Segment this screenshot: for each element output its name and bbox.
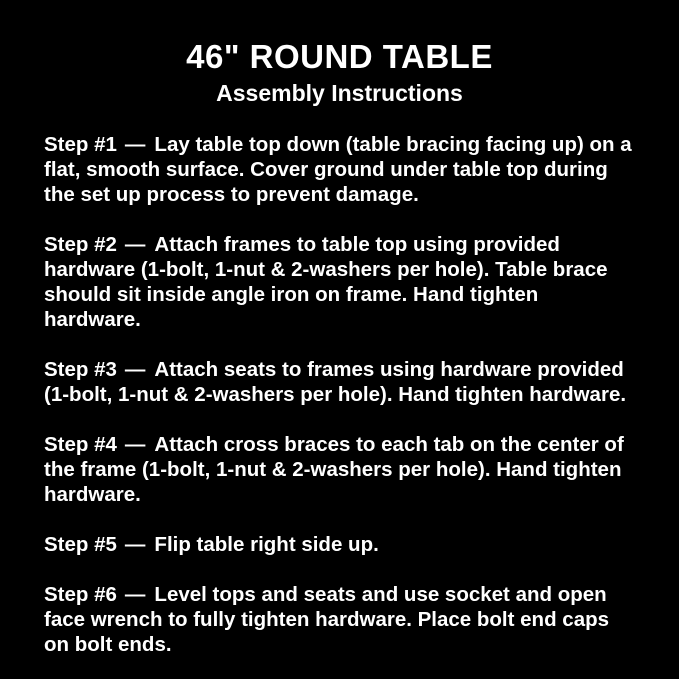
step-2: [44, 232, 635, 332]
step-4-dash: —: [124, 432, 146, 456]
step-6-text: Level tops and seats and use socket and open face wrench to fully tighten hardware. Place bolt end caps on bolt ends.: [44, 582, 610, 656]
step-4-text: Attach cross braces to each tab on the center of the frame (1-bolt, 1-nut & 2-washers per hole). Hand tighten hardware.: [44, 432, 624, 506]
step-1-text: Lay table top down (table bracing facing up) on a flat, smooth surface. Cover ground under table top during the set up process to prevent damage.: [44, 132, 632, 206]
step-4-label: Step #4: [44, 432, 117, 456]
header: [44, 38, 635, 108]
step-2-text: Attach frames to table top using provided hardware (1-bolt, 1-nut & 2-washers per hole). Table brace should sit inside angle iron on frame. Hand tighten hardware.: [44, 232, 608, 331]
step-5: [44, 532, 635, 557]
step-3-text: Attach seats to frames using hardware provided (1-bolt, 1-nut & 2-washers per hole). Hand tighten hardware.: [44, 357, 627, 406]
step-2-label: Step #2: [44, 232, 117, 256]
step-5-text: Flip table right side up.: [154, 532, 379, 556]
steps-list: [44, 132, 635, 657]
page-title: 46" ROUND TABLE: [186, 38, 493, 75]
step-5-label: Step #5: [44, 532, 117, 556]
step-1-label: Step #1: [44, 132, 117, 156]
page-subtitle: Assembly Instructions: [216, 79, 463, 106]
step-6-label: Step #6: [44, 582, 117, 606]
step-1: [44, 132, 635, 207]
step-3-dash: —: [124, 357, 146, 381]
step-1-dash: —: [124, 132, 146, 156]
step-2-dash: —: [124, 232, 146, 256]
step-6: [44, 582, 635, 657]
step-6-dash: —: [124, 582, 146, 606]
step-3: [44, 357, 635, 407]
step-5-dash: —: [124, 532, 146, 556]
step-4: [44, 432, 635, 507]
step-3-label: Step #3: [44, 357, 117, 381]
